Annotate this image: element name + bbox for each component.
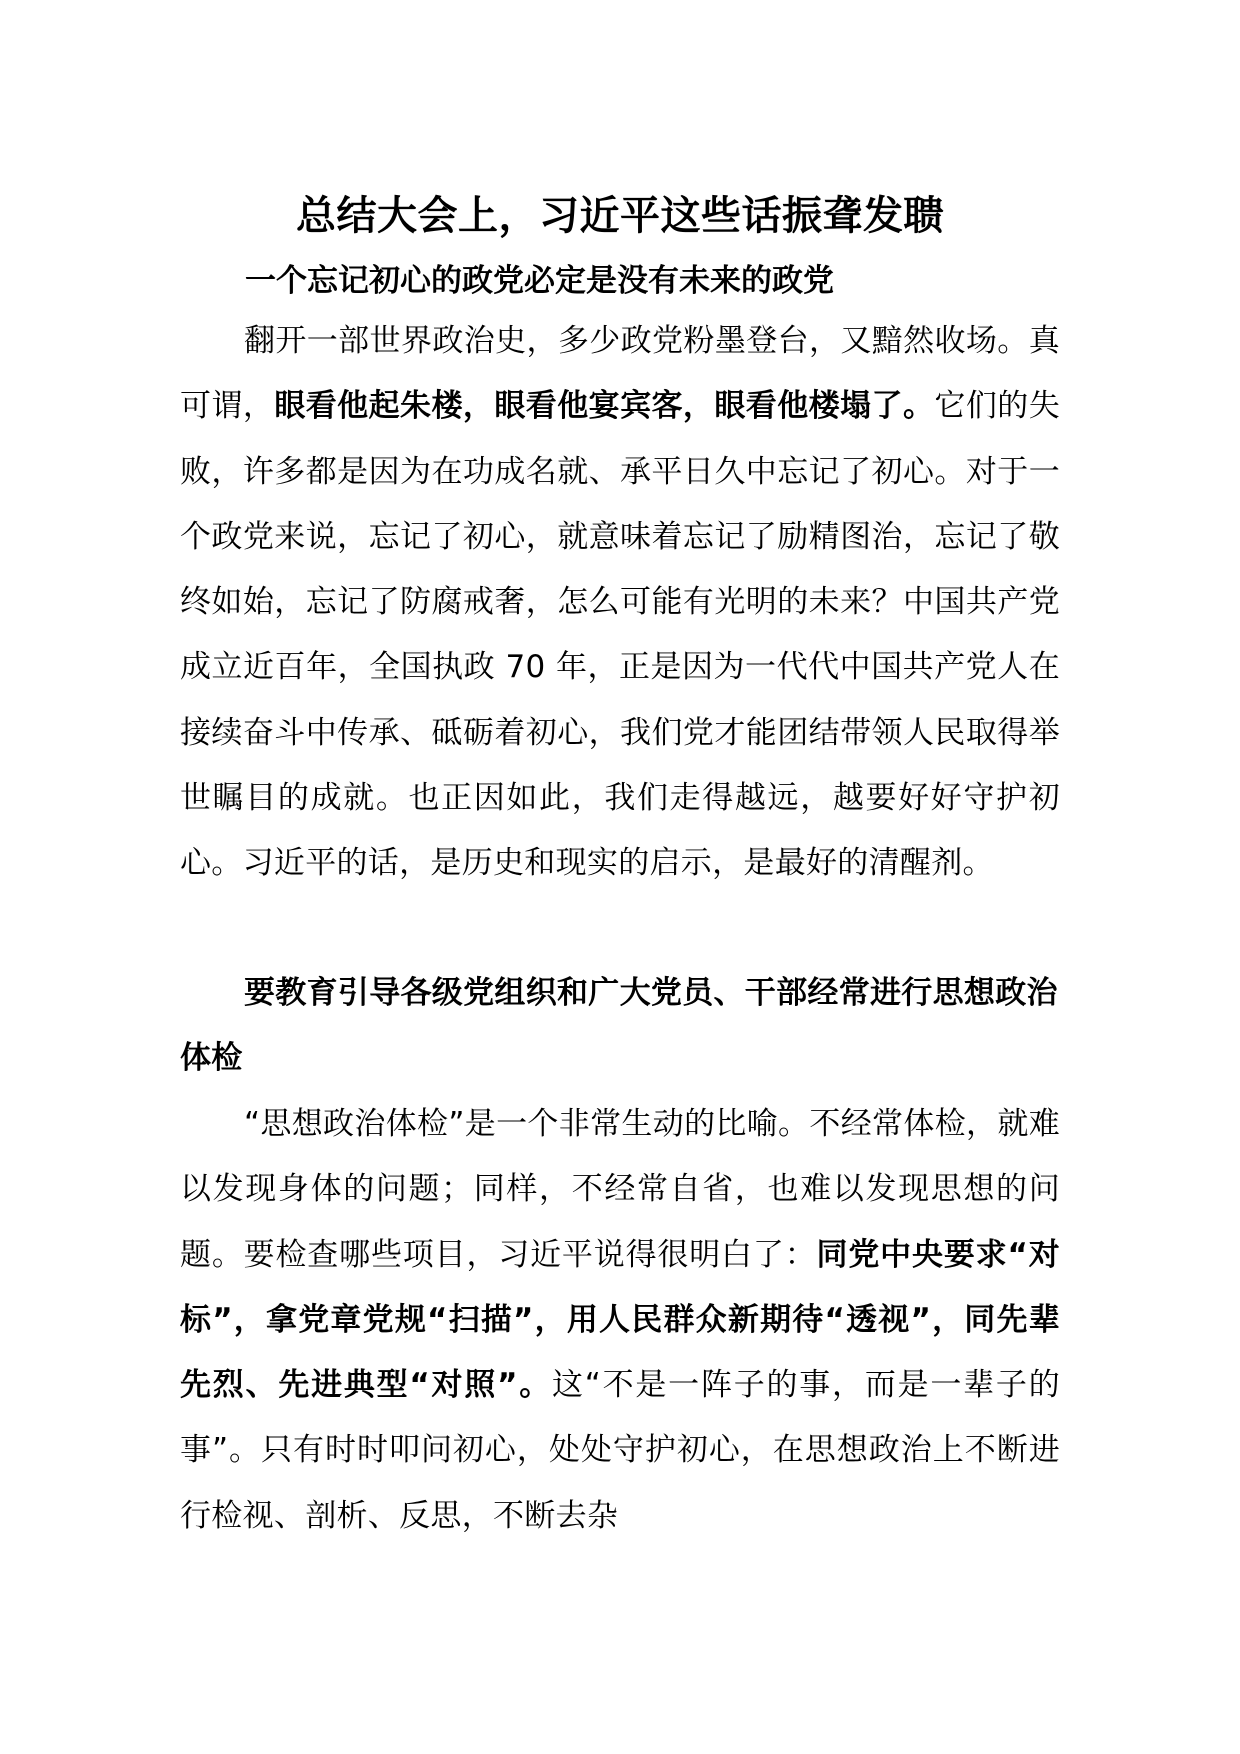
paragraph-1-text-b: 它们的失败，许多都是因为在功成名就、承平日久中忘记了初心。对于一个政党来说，忘记了初心，就意味着忘记了励精图治，忘记了敬终如始，忘记了防腐戒奢，怎么可能有光明的未来？中国共产党成立近百年，全国执政 70 年，正是因为一代代中国共产党人在接续奋斗中传承、砥砺着初心，我们党才能团结带领人民取得举世瞩目的成就。也正因如此，我们走得越远，越要好好守护初心。习近平的话，是历史和现实的启示，是最好的清醒剂。	[180, 388, 1061, 882]
document-title: 总结大会上，习近平这些话振聋发聩	[296, 193, 944, 239]
section-heading-1: 一个忘记初心的政党必定是没有未来的政党	[245, 263, 834, 299]
paragraph-2-text-b: 这“不是一阵子的事，而是一辈子的事”。只有时时叩问初心，处处守护初心，在思想政治上不断进行检视、剖析、反思，不断去杂	[180, 1367, 1060, 1534]
paragraph-2-text-a: “思想政治体检”是一个非常生动的比喻。不经常体检，就难以发现身体的问题；同样，不经常自省，也难以发现思想的问题。要检查哪些项目，习近平说得很明白了：	[180, 1106, 1060, 1273]
paragraph-1-text-a: 翻开一部世界政治史，多少政党粉墨登台，又黯然收场。真可谓，	[180, 323, 1060, 425]
paragraph-1-bold-quote: 眼看他起朱楼，眼看他宴宾客，眼看他楼塌了。	[274, 388, 935, 425]
paragraph-1	[180, 309, 1060, 897]
section-heading-2: 要教育引导各级党组织和广大党员、干部经常进行思想政治体检	[180, 975, 1058, 1077]
paragraph-2	[180, 1092, 1060, 1549]
paragraph-2-bold-quote: 同党中央要求“对标”，拿党章党规“扫描”，用人民群众新期待“透视”，同先辈先烈、先进典型“对照”。	[180, 1236, 1060, 1404]
